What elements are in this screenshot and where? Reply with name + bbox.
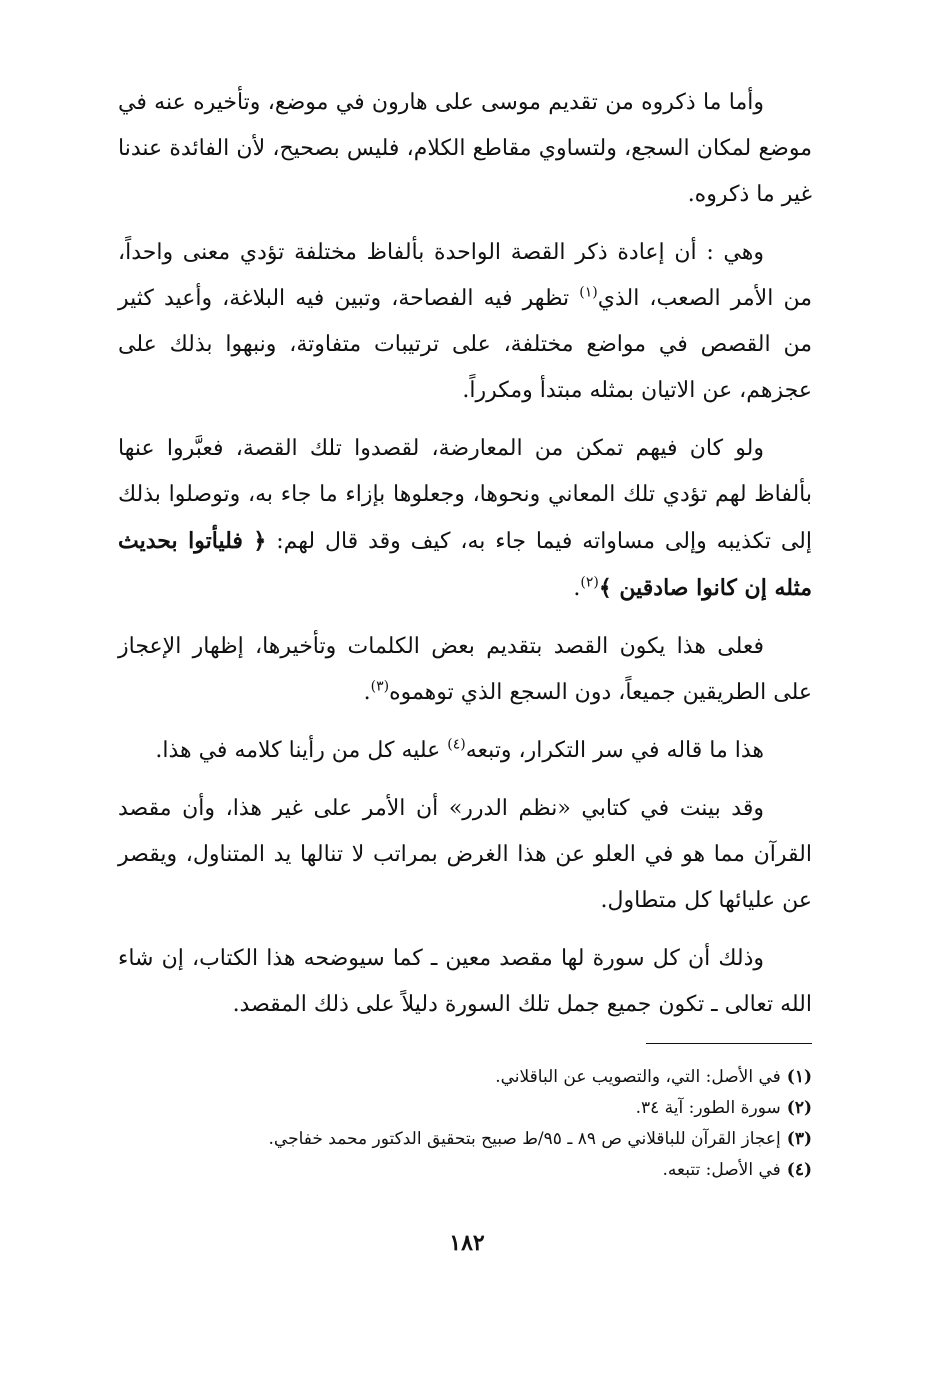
- paragraph-6: [118, 786, 812, 924]
- footnote-number: (٤): [786, 1160, 812, 1180]
- footnotes: [118, 1062, 812, 1186]
- paragraph-6-text: وقد بينت في كتابي «نظم الدرر» أن الأمر على غير هذا، وأن مقصد القرآن مما هو في العلو عن هذا الغرض بمراتب لا تنالها يد المتناول، ويقصر عن عليائها كل متطاول.: [118, 796, 812, 913]
- paragraph-7-text: وذلك أن كل سورة لها مقصد معين ـ كما سيوضحه هذا الكتاب، إن شاء الله تعالى ـ تكون جميع جمل تلك السورة دليلاً على ذلك المقصد.: [118, 946, 812, 1017]
- paragraph-2-text-a: وهي : أن إعادة ذكر القصة الواحدة بألفاظ مختلفة تؤدي معنى واحداً، من الأمر الصعب، الذي: [118, 240, 812, 311]
- paragraph-5-text-b: عليه كل من رأينا كلامه في هذا.: [155, 738, 448, 763]
- main-text: [118, 80, 812, 1040]
- footnote-separator: [646, 1043, 812, 1044]
- paragraph-3: [118, 426, 812, 612]
- footnote-3: [118, 1124, 812, 1155]
- footnote-number: (٢): [786, 1098, 812, 1118]
- footnote-text: سورة الطور: آية ٣٤.: [635, 1098, 781, 1118]
- footnote-number: (١): [786, 1067, 812, 1087]
- quran-quote: ﴿ فليأتوا بحديث مثله إن كانوا صادقين ﴾: [118, 528, 812, 601]
- paragraph-4-text-a: فعلى هذا يكون القصد بتقديم بعض الكلمات وتأخيرها، إظهار الإعجاز على الطريقين جميعاً، دون السجع الذي توهموه: [118, 634, 812, 705]
- footnote-4: [118, 1155, 812, 1186]
- footnote-text: في الأصل: التي، والتصويب عن الباقلاني.: [495, 1067, 781, 1087]
- paragraph-4-text-b: .: [363, 680, 371, 705]
- paragraph-5-text-a: هذا ما قاله في سر التكرار، وتبعه: [465, 738, 764, 763]
- paragraph-3-text-a: ولو كان فيهم تمكن من المعارضة، لقصدوا تلك القصة، فعبَّروا عنها بألفاظ لهم تؤدي تلك المعاني ونحوها، وجعلوها بإزاء ما جاء به، وتوصلوا بذلك إلى تكذيبه وإلى مساواته فيما جاء به، كيف وقد قال لهم:: [118, 436, 812, 554]
- footnote-ref-2: (٢): [580, 574, 599, 591]
- footnote-ref-1: (١): [579, 284, 598, 301]
- page-number: ١٨٢: [449, 1230, 485, 1256]
- footnote-ref-3: (٣): [370, 678, 390, 695]
- paragraph-2-text-b: تظهر فيه الفصاحة، وتبين فيه البلاغة، وأعيد كثير من القصص في مواضع مختلفة، على ترتيبات متفاوتة، ونبهوا بذلك على عجزهم، عن الاتيان بمثله مبتدأ ومكرراً.: [118, 286, 812, 403]
- paragraph-1: [118, 80, 812, 218]
- paragraph-2: [118, 230, 812, 414]
- paragraph-4: [118, 624, 812, 716]
- footnote-text: في الأصل: تتبعه.: [662, 1160, 781, 1180]
- footnote-number: (٣): [786, 1129, 812, 1149]
- paragraph-7: [118, 936, 812, 1028]
- paragraph-3-text-b: .: [573, 576, 581, 601]
- footnote-1: [118, 1062, 812, 1093]
- footnote-text: إعجاز القرآن للباقلاني ص ٨٩ ـ ٩٥/ط صبيح بتحقيق الدكتور محمد خفاجي.: [268, 1129, 781, 1149]
- paragraph-1-text: وأما ما ذكروه من تقديم موسى على هارون في موضع، وتأخيره عنه في موضع لمكان السجع، ولتساوي مقاطع الكلام، فليس بصحيح، لأن الفائدة عندنا غير ما ذكروه.: [118, 90, 812, 207]
- footnote-2: [118, 1093, 812, 1124]
- paragraph-5: [118, 728, 812, 774]
- footnote-ref-4: (٤): [447, 736, 466, 753]
